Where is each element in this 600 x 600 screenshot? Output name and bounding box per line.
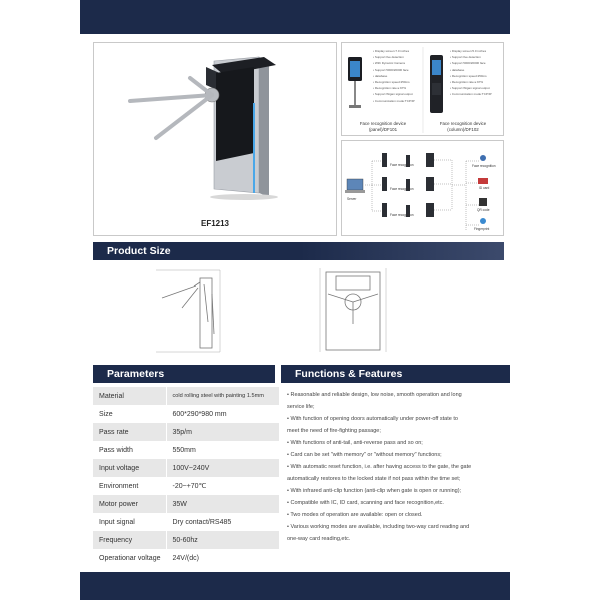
product-photo-card [93,42,337,236]
feature-item [287,509,509,521]
spec-item: • Display screen:5.0 inches [450,48,492,54]
table-row [93,495,279,513]
table-row [93,405,279,423]
side-view-drawing [150,264,240,356]
caption-line: Face recognition device [359,121,407,126]
caption-line: (panel)/DF101 [368,127,398,132]
column-device-caption [424,121,502,133]
feature-line: Various working modes are available, including two-way card reading and [290,524,470,530]
server-label: Server [347,197,357,201]
spec-item: • Recognition speed:250ms [450,73,492,79]
param-key: Pass rate [93,423,166,441]
caption-line: (column)/DF102 [447,127,479,132]
feature-item [287,449,509,461]
node-label: Face recognition [390,163,414,167]
feature-line: With function of opening doors automatically under power-off state to [290,416,458,422]
spec-item: • Support live detection [373,54,415,60]
model-label: EF1213 [200,219,230,228]
table-row [93,477,279,495]
node-label: Face recognition [390,213,414,217]
method-label: QR code [477,208,490,212]
spec-item: • Support 5000/20000 face [450,60,492,66]
feature-item [287,389,509,413]
table-row [93,387,279,405]
functions-header [281,365,510,383]
table-row [93,423,279,441]
panel-device-caption [344,121,422,133]
feature-line: Reasonable and reliable design, low noise, smooth operation and long [290,392,462,398]
spec-item: • With Dynamic Camera [373,60,415,66]
feature-line: With functions of anti-tail, anti-reverse pass and so on; [290,440,423,446]
param-value: cold rolling steel with painting 1.5mm [166,387,279,405]
feature-item [287,485,509,497]
param-key: Pass width [93,441,166,459]
spec-item: • Recognition rate:≥ 97% [450,79,492,85]
method-label: ID card [479,186,490,190]
parameters-header [93,365,275,383]
param-key: Input signal [93,513,166,531]
spec-item: • Recognition rate:≥ 97% [373,85,415,91]
table-row [93,531,279,549]
face-recognition-panel [341,42,504,136]
feature-line: With automatic reset function, i.e. after having access to the gate, the gate [290,464,472,470]
table-row [93,513,279,531]
panel-spec-list [373,48,415,104]
spec-item: • Communication mode:TCP/IP [450,91,492,97]
spec-item: • Support Wigan signal output [450,85,492,91]
network-diagram-card [341,140,504,236]
feature-item [287,461,509,485]
param-key: Size [93,405,166,423]
method-label: Fingerprint [474,227,490,231]
section-title: Functions & Features [295,368,403,380]
method-label: Face recognition [472,164,496,168]
bottom-banner [80,572,510,600]
feature-item [287,413,509,437]
feature-item [287,521,509,545]
feature-line: Card can be set "with memory" or "without memory" functions; [290,452,442,458]
table-row [93,441,279,459]
feature-line: automatically restores to the locked state if not pass within the time set; [287,476,461,482]
spec-item: • Communication mode:TCP/IP [373,98,415,104]
feature-line: Two modes of operation are available: open or closed. [290,512,423,518]
param-key: Environment [93,477,166,495]
param-value: 550mm [172,446,196,454]
param-value: Dry contact/RS485 [172,518,232,526]
spec-item: • Recognition speed:250ms [373,79,415,85]
param-key: Frequency [93,531,166,549]
table-row [93,549,279,567]
feature-line: service life; [287,404,315,410]
parameters-table [93,387,279,567]
spec-item: • Support live detection [450,54,492,60]
spec-item: • database [450,67,492,73]
param-value: 24V/(dc) [172,554,199,562]
section-title: Parameters [107,368,165,380]
feature-line: Compatible with IC, ID card, scanning and face recognition,etc. [290,500,444,506]
spec-item: • database [373,73,415,79]
param-value: 35W [166,495,279,513]
param-key: Motor power [93,495,166,513]
feature-item [287,437,509,449]
param-value: -20~+70℃ [172,483,207,490]
node-label: Face recognition [390,187,414,191]
param-value: 50-60hz [166,531,279,549]
param-key: Operationar voltage [93,549,166,567]
top-view-drawing [308,264,398,356]
product-size-header [93,242,504,260]
feature-line: one-way card reading,etc. [287,536,351,542]
param-value: 100V~240V [166,459,279,477]
param-key: Input voltage [93,459,166,477]
spec-item: • Display screen:7.0 inches [373,48,415,54]
table-row [93,459,279,477]
feature-item [287,497,509,509]
section-title: Product Size [107,245,171,257]
top-banner [80,0,510,34]
param-value: 35p/m [166,423,279,441]
caption-line: Face recognition device [439,121,487,126]
param-value: 600*290*980 mm [172,410,227,418]
spec-item: • Support 5000/20000 face [373,67,415,73]
feature-line: meet the need of fire-fighting passage; [287,428,381,434]
feature-line: With infrared anti-clip function (anti-clip when gate is open or running); [290,488,462,494]
column-spec-list [450,48,492,98]
param-key: Material [93,387,166,405]
spec-item: • Support Wigan signal output [373,91,415,97]
tripod-turnstile-image [94,43,338,219]
functions-list [287,389,509,545]
